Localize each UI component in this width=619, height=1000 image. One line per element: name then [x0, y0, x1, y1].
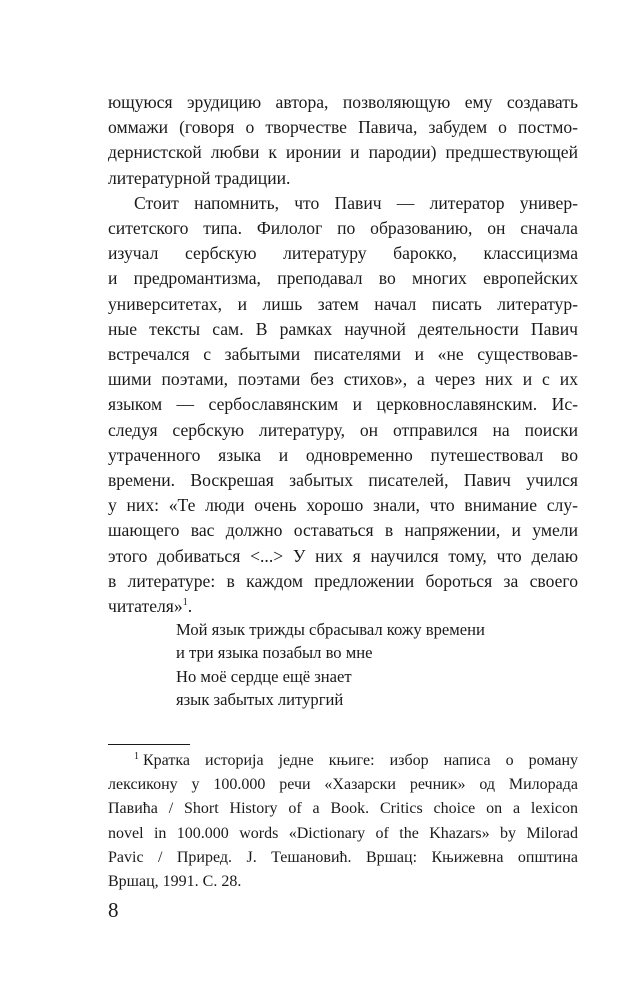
poem-line: Мой язык трижды сбрасывал кожу времени	[176, 620, 485, 639]
text-line: читателя»$^1$.	[108, 596, 193, 617]
text-line: шими поэтами, поэтами без стихов», а через них и с их	[108, 369, 578, 390]
text-line: следуя сербскую литературу, он отправился на поиски	[108, 419, 578, 440]
text-line: ные тексты сам. В рамках научной деятельности Павич	[108, 318, 578, 339]
text-line: университетах, и лишь затем начал писать литератур-	[108, 293, 578, 314]
text-line: времени. Воскрешая забытых писателей, Павич учился	[108, 470, 578, 491]
footnote-line: Павића / Short History of a Book. Critics choice on a lexicon	[108, 800, 578, 818]
text-line: встречался с забытыми писателями и «не существовав-	[108, 344, 578, 365]
text-line: оммажи (говоря о творчестве Павича, забудем о постмо-	[108, 117, 578, 138]
text-line: и предромантизма, преподавал во многих европейских	[108, 268, 578, 289]
footnote	[108, 749, 578, 894]
text-line: языком — сербославянским и церковнославянским. Ис-	[108, 394, 578, 415]
page-number: 8	[108, 898, 119, 922]
footnote-reference[interactable]: 1	[182, 597, 188, 609]
footnote-line: Вршац, 1991. С. 28.	[108, 873, 242, 891]
poem-quote	[176, 618, 485, 712]
text-line: в литературе: в каждом предложении бороться за своего	[108, 570, 578, 591]
text-line: у них: «Те люди очень хорошо знали, что внимание слу-	[108, 495, 578, 516]
text-line: ющуюся эрудицию автора, позволяющую ему создавать	[108, 92, 578, 112]
text-line: дернистской любви к иронии и пародии) предшествующей	[108, 142, 578, 163]
text-line: шающего вас должно оставаться в напряжении, и умели	[108, 520, 578, 541]
poem-line: язык забытых литургий	[176, 690, 344, 710]
footnote-line: novel in 100.000 words «Dictionary of the Khazars» by Milorad	[108, 824, 578, 842]
text-line: изучал сербскую литературу барокко, классицизма	[108, 243, 578, 264]
footnote-divider	[108, 744, 190, 745]
poem-line: и три языка позабыл во мне	[176, 643, 373, 663]
text-line: литературной традиции.	[108, 167, 291, 188]
footnote-line-content: Кратка историја једне књиге: избор написа о роману	[143, 752, 578, 769]
footnote-marker: 1	[134, 750, 139, 762]
footnote-line: лексикону у 100.000 речи «Хазарски речник» од Милорада	[108, 776, 578, 794]
footnote-line: Pavic / Приред. Ј. Тешановић. Вршац: Књижевна општина	[108, 848, 578, 866]
footnote-line	[108, 749, 578, 773]
poem-line: Но моё сердце ещё знает	[176, 666, 352, 686]
body-text	[108, 90, 578, 619]
text-line: Стоит напомнить, что Павич — литератор универ-	[134, 192, 578, 213]
text-line: этого добиваться <...> У них я научился тому, что делаю	[108, 545, 578, 566]
text-line: утраченного языка и одновременно путешествовал во	[108, 444, 578, 465]
text-line: ситетского типа. Филолог по образованию, он сначала	[108, 218, 578, 239]
text-line-content: читателя»	[108, 596, 183, 617]
